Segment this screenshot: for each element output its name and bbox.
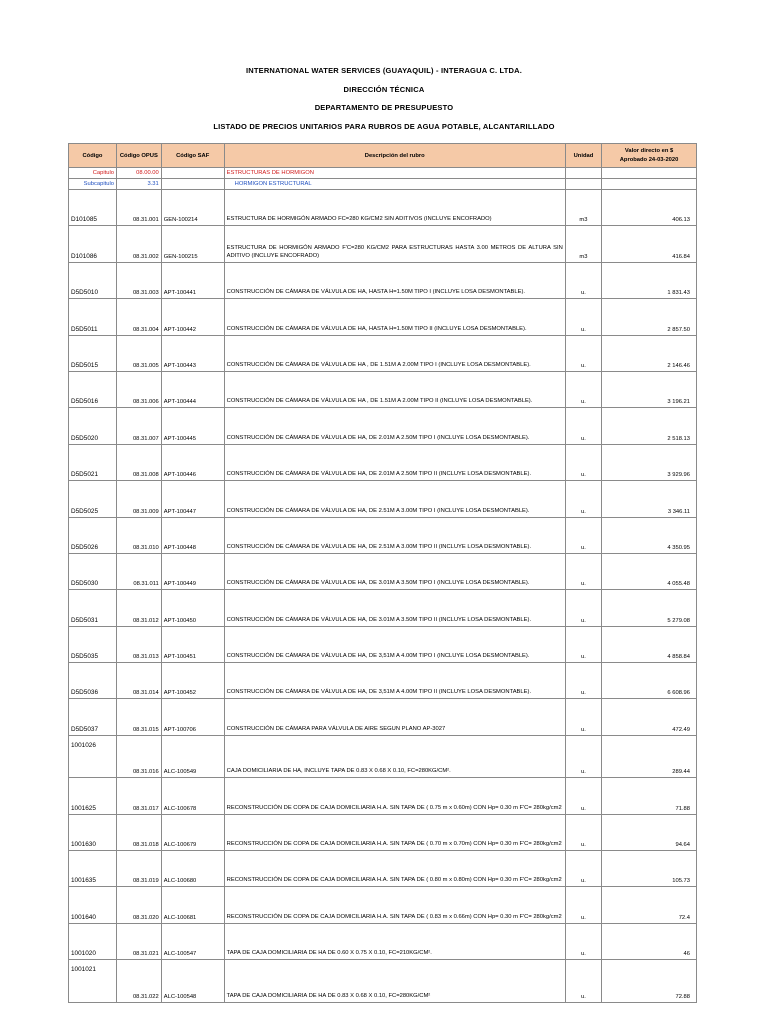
item-saf-code: APT-100448 [161,517,224,553]
chapter-desc: ESTRUCTURAS DE HORMIGON [224,168,565,179]
item-description: CONSTRUCCIÓN DE CÁMARA DE VÁLVULA DE HA, DE 3,51M A 4.00M TIPO I (INCLUYE LOSA DESMONTABLE). [224,626,565,662]
table-row [69,887,697,923]
price-table [68,143,697,1003]
direction-title: DIRECCIÓN TÉCNICA [343,85,425,94]
item-description: CONSTRUCCIÓN DE CÁMARA DE VÁLVULA DE HA, DE 2.01M A 2.50M TIPO I (INCLUYE LOSA DESMONTABLE). [224,408,565,444]
item-opus-code: 08.31.012 [116,590,161,626]
item-description: RECONSTRUCCIÓN DE COPA DE CAJA DOMICILIARIA H.A. SIN TAPA DE ( 0.83 m x 0.66m) CON Hp= 0.30 m F'C= 280kg/cm2 [224,887,565,923]
item-opus-code: 08.31.016 [116,735,161,777]
item-opus-code: 08.31.006 [116,371,161,407]
item-unit: u. [565,262,601,298]
item-unit: u. [565,299,601,335]
item-description: CONSTRUCCIÓN DE CÁMARA PARA VÁLVULA DE AIRE SEGUN PLANO AP-3027 [224,699,565,735]
table-row [69,960,697,1002]
item-opus-code: 08.31.022 [116,960,161,1002]
table-row [69,663,697,699]
col-header-code: Código [69,144,117,168]
item-value: 4 858.84 [602,626,697,662]
col-header-value [602,144,697,168]
item-code: 1001625 [69,778,117,814]
subchapter-code: 3.31 [116,179,161,190]
items-body [69,190,697,1003]
item-saf-code: APT-100441 [161,262,224,298]
table-row [69,444,697,480]
listing-title: LISTADO DE PRECIOS UNITARIOS PARA RUBROS DE AGUA POTABLE, ALCANTARILLADO [213,122,555,131]
item-code: D5D5010 [69,262,117,298]
table-row [69,553,697,589]
item-code: D5D5036 [69,663,117,699]
item-opus-code: 08.31.020 [116,887,161,923]
table-row [69,299,697,335]
department-title: DEPARTAMENTO DE PRESUPUESTO [314,103,454,112]
company-title: INTERNATIONAL WATER SERVICES (GUAYAQUIL) - INTERAGUA C. LTDA. [245,66,523,75]
item-unit: u. [565,663,601,699]
chapter-label: Capitulo [69,168,117,179]
subchapter-row [69,179,697,190]
table-row [69,735,697,777]
item-code: D101086 [69,226,117,262]
item-code: 1001630 [69,814,117,850]
item-value: 2 857.50 [602,299,697,335]
item-saf-code: APT-100443 [161,335,224,371]
item-opus-code: 08.31.009 [116,481,161,517]
item-code: D5D5016 [69,371,117,407]
item-code: D5D5021 [69,444,117,480]
item-unit: u. [565,590,601,626]
subchapter-desc: HORMIGON ESTRUCTURAL [224,179,565,190]
item-code: D5D5025 [69,481,117,517]
item-opus-code: 08.31.017 [116,778,161,814]
item-description: RECONSTRUCCIÓN DE COPA DE CAJA DOMICILIARIA H.A. SIN TAPA DE ( 0.80 m x 0.80m) CON Hp= 0.30 m F'C= 280kg/cm2 [224,851,565,887]
item-value: 406.13 [602,190,697,226]
item-saf-code: APT-100452 [161,663,224,699]
item-saf-code: ALC-100549 [161,735,224,777]
col-header-desc: Descripción del rubro [224,144,565,168]
item-opus-code: 08.31.021 [116,923,161,959]
item-opus-code: 08.31.005 [116,335,161,371]
item-saf-code: APT-100450 [161,590,224,626]
item-code: 1001635 [69,851,117,887]
item-value: 5 279.08 [602,590,697,626]
col-header-unit: Unidad [565,144,601,168]
item-description: CONSTRUCCIÓN DE CÁMARA DE VÁLVULA DE HA, HASTA H=1.50M TIPO I (INCLUYE LOSA DESMONTABLE). [224,262,565,298]
item-unit: u. [565,851,601,887]
table-row [69,262,697,298]
item-opus-code: 08.31.003 [116,262,161,298]
item-saf-code: APT-100446 [161,444,224,480]
item-unit: u. [565,371,601,407]
table-row [69,517,697,553]
item-description: CONSTRUCCIÓN DE CÁMARA DE VÁLVULA DE HA , DE 1.51M A 2.00M TIPO I (INCLUYE LOSA DESMONTABLE). [224,335,565,371]
item-description: RECONSTRUCCIÓN DE COPA DE CAJA DOMICILIARIA H.A. SIN TAPA DE ( 0.70 m x 0.70m) CON Hp= 0.30 m F'C= 280kg/cm2 [224,814,565,850]
item-code: D5D5026 [69,517,117,553]
item-unit: u. [565,960,601,1002]
item-code: D5D5020 [69,408,117,444]
item-opus-code: 08.31.015 [116,699,161,735]
item-value: 1 831.43 [602,262,697,298]
item-saf-code: GEN-100214 [161,190,224,226]
item-code: 1001026 [69,735,117,777]
item-description: CONSTRUCCIÓN DE CÁMARA DE VÁLVULA DE HA, HASTA H=1.50M TIPO II (INCLUYE LOSA DESMONTABLE). [224,299,565,335]
item-saf-code: APT-100444 [161,371,224,407]
table-row [69,814,697,850]
item-value: 4 350.95 [602,517,697,553]
item-saf-code: ALC-100678 [161,778,224,814]
item-description: CONSTRUCCIÓN DE CÁMARA DE VÁLVULA DE HA, DE 2.51M A 3.00M TIPO I (INCLUYE LOSA DESMONTABLE). [224,481,565,517]
item-opus-code: 08.31.019 [116,851,161,887]
item-opus-code: 08.31.004 [116,299,161,335]
item-description: CONSTRUCCIÓN DE CÁMARA DE VÁLVULA DE HA, DE 2.51M A 3.00M TIPO II (INCLUYE LOSA DESMONTABLE). [224,517,565,553]
item-opus-code: 08.31.002 [116,226,161,262]
item-description: ESTRUCTURA DE HORMIGÓN ARMADO F'C=280 KG/CM2 PARA ESTRUCTURAS HASTA 3.00 METROS DE ALTURA SIN ADITIVO (INCLUYE ENCOFRADO) [224,226,565,262]
item-unit: u. [565,481,601,517]
item-saf-code: APT-100449 [161,553,224,589]
item-code: 1001640 [69,887,117,923]
item-code: D5D5030 [69,553,117,589]
table-row [69,335,697,371]
item-description: CONSTRUCCIÓN DE CÁMARA DE VÁLVULA DE HA, DE 3,51M A 4.00M TIPO II (INCLUYE LOSA DESMONTABLE). [224,663,565,699]
item-value: 94.64 [602,814,697,850]
item-code: 1001021 [69,960,117,1002]
item-opus-code: 08.31.010 [116,517,161,553]
col-header-saf: Código SAF [161,144,224,168]
item-unit: u. [565,553,601,589]
item-value: 416.84 [602,226,697,262]
item-description: RECONSTRUCCIÓN DE COPA DE CAJA DOMICILIARIA H.A. SIN TAPA DE ( 0.75 m x 0.60m) CON Hp= 0.30 m F'C= 280kg/cm2 [224,778,565,814]
item-code: D5D5031 [69,590,117,626]
item-opus-code: 08.31.014 [116,663,161,699]
item-unit: u. [565,887,601,923]
item-unit: u. [565,778,601,814]
item-opus-code: 08.31.008 [116,444,161,480]
item-value: 6 608.96 [602,663,697,699]
item-value: 3 929.96 [602,444,697,480]
item-saf-code: ALC-100547 [161,923,224,959]
item-description: TAPA DE CAJA DOMICILIARIA DE HA DE 0.83 X 0.68 X 0.10, FC=280KG/CM² [224,960,565,1002]
value-header-line2: Aprobado 24-03-2020 [619,156,679,163]
table-row [69,408,697,444]
item-unit: u. [565,517,601,553]
item-value: 472.49 [602,699,697,735]
item-description: CONSTRUCCIÓN DE CÁMARA DE VÁLVULA DE HA, DE 3.01M A 3.50M TIPO II (INCLUYE LOSA DESMONTABLE). [224,590,565,626]
item-value: 2 146.46 [602,335,697,371]
item-description: CONSTRUCCIÓN DE CÁMARA DE VÁLVULA DE HA, DE 3.01M A 3.50M TIPO I (INCLUYE LOSA DESMONTABLE). [224,553,565,589]
item-opus-code: 08.31.013 [116,626,161,662]
table-row [69,851,697,887]
table-row [69,590,697,626]
item-unit: u. [565,335,601,371]
item-code: D101085 [69,190,117,226]
item-opus-code: 08.31.018 [116,814,161,850]
item-value: 71.88 [602,778,697,814]
table-row [69,778,697,814]
item-saf-code: GEN-100215 [161,226,224,262]
item-unit: u. [565,735,601,777]
item-saf-code: APT-100445 [161,408,224,444]
col-header-opus: Código OPUS [116,144,161,168]
item-value: 105.73 [602,851,697,887]
item-code: D5D5015 [69,335,117,371]
table-row [69,626,697,662]
item-unit: u. [565,408,601,444]
item-saf-code: APT-100442 [161,299,224,335]
table-row [69,190,697,226]
item-unit: u. [565,444,601,480]
chapter-code: 08.00.00 [116,168,161,179]
item-saf-code: ALC-100680 [161,851,224,887]
table-row [69,226,697,262]
item-code: D5D5035 [69,626,117,662]
item-description: CONSTRUCCIÓN DE CÁMARA DE VÁLVULA DE HA , DE 1.51M A 2.00M TIPO II (INCLUYE LOSA DESMONTABLE). [224,371,565,407]
item-unit: u. [565,923,601,959]
item-code: D5D5037 [69,699,117,735]
item-value: 3 196.21 [602,371,697,407]
table-row [69,481,697,517]
item-code: 1001020 [69,923,117,959]
table-row [69,371,697,407]
item-description: CONSTRUCCIÓN DE CÁMARA DE VÁLVULA DE HA, DE 2.01M A 2.50M TIPO II (INCLUYE LOSA DESMONTABLE). [224,444,565,480]
item-unit: u. [565,699,601,735]
item-code: D5D5011 [69,299,117,335]
item-description: ESTRUCTURA DE HORMIGÓN ARMADO FC=280 KG/CM2 SIN ADITIVOS (INCLUYE ENCOFRADO) [224,190,565,226]
item-value: 72.4 [602,887,697,923]
item-value: 46 [602,923,697,959]
table-row [69,699,697,735]
item-value: 289.44 [602,735,697,777]
item-unit: u. [565,626,601,662]
item-unit: u. [565,814,601,850]
item-value: 3 346.11 [602,481,697,517]
item-description: TAPA DE CAJA DOMICILIARIA DE HA DE 0.60 X 0.75 X 0.10, FC=210KG/CM². [224,923,565,959]
item-saf-code: APT-100447 [161,481,224,517]
item-saf-code: ALC-100681 [161,887,224,923]
item-value: 2 518.13 [602,408,697,444]
item-saf-code: APT-100706 [161,699,224,735]
item-value: 4 055.48 [602,553,697,589]
table-header-row [69,144,697,168]
item-opus-code: 08.31.001 [116,190,161,226]
item-saf-code: APT-100451 [161,626,224,662]
item-opus-code: 08.31.011 [116,553,161,589]
item-value: 72.88 [602,960,697,1002]
item-unit: m3 [565,190,601,226]
item-description: CAJA DOMICILIARIA DE HA, INCLUYE TAPA DE 0.83 X 0.68 X 0.10, FC=280KG/CM². [224,735,565,777]
item-saf-code: ALC-100548 [161,960,224,1002]
item-unit: m3 [565,226,601,262]
value-header-line1: Valor directo en $ [624,147,674,154]
table-row [69,923,697,959]
chapter-row [69,168,697,179]
item-saf-code: ALC-100679 [161,814,224,850]
item-opus-code: 08.31.007 [116,408,161,444]
subchapter-label: Subcapitulo [69,179,117,190]
